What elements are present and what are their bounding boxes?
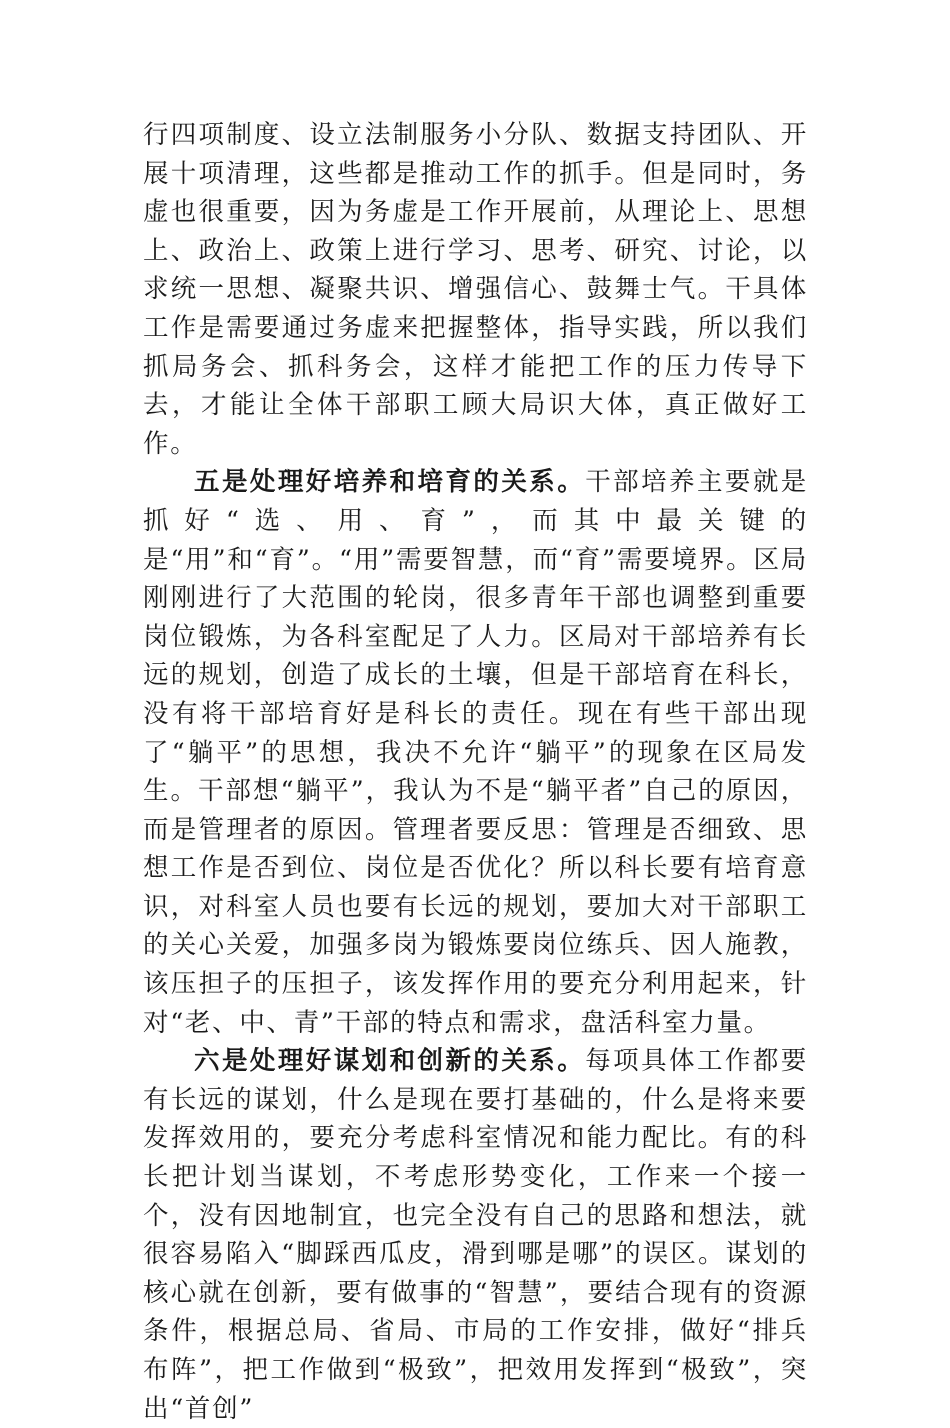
paragraph-continuation	[143, 116, 808, 463]
paragraph-body: 干部培养主要就是抓好“选、用、育”，而其中最关键的是“用”和“育”。“用”需要智慧，而“育”需要境界。区局刚刚进行了大范围的轮岗，很多青年干部也调整到重要岗位锻炼，为各科室配足了人力。区局对干部培养有长远的规划，创造了成长的土壤，但是干部培育在科长，没有将干部培育好是科长的责任。现在有些干部出现了“躺平”的思想，我决不允许“躺平”的现象在区局发生。干部想“躺平”，我认为不是“躺平者”自己的原因，而是管理者的原因。管理者要反思：管理是否细致、思想工作是否到位、岗位是否优化？所以科长要有培育意识，对科室人员也要有长远的规划，要加大对干部职工的关心关爱，加强多岗为锻炼要岗位练兵、因人施教，该压担子的压担子，该发挥作用的要充分利用起来，针对“老、中、青”干部的特点和需求，盘活科室力量。	[143, 467, 808, 1038]
paragraph-body: 行四项制度、设立法制服务小分队、数据支持团队、开展十项清理，这些都是推动工作的抓手。但是同时，务虚也很重要，因为务虚是工作开展前，从理论上、思想上、政治上、政策上进行学习、思考、研究、讨论，以求统一思想、凝聚共识、增强信心、鼓舞士气。干具体工作是需要通过务虚来把握整体，指导实践，所以我们抓局务会、抓科务会，这样才能把工作的压力传导下去，才能让全体干部职工顾大局识大体，真正做好工作。	[143, 120, 808, 459]
paragraph-six	[143, 1042, 808, 1428]
document-page	[143, 116, 808, 1428]
paragraph-heading: 五是处理好培养和培育的关系。	[194, 467, 586, 498]
paragraph-body: 每项具体工作都要有长远的谋划，什么是现在要打基础的，什么是将来要发挥效用的，要充分考虑科室情况和能力配比。有的科长把计划当谋划，不考虑形势变化，工作来一个接一个，没有因地制宜，也完全没有自己的思路和想法，就很容易陷入“脚踩西瓜皮，滑到哪是哪”的误区。谋划的核心就在创新，要有做事的“智慧”，要结合现有的资源条件，根据总局、省局、市局的工作安排，做好“排兵布阵”，把工作做到“极致”，把效用发挥到“极致”，突出“首创”	[143, 1046, 808, 1424]
paragraph-five	[143, 463, 808, 1042]
paragraph-heading: 六是处理好谋划和创新的关系。	[194, 1046, 586, 1077]
